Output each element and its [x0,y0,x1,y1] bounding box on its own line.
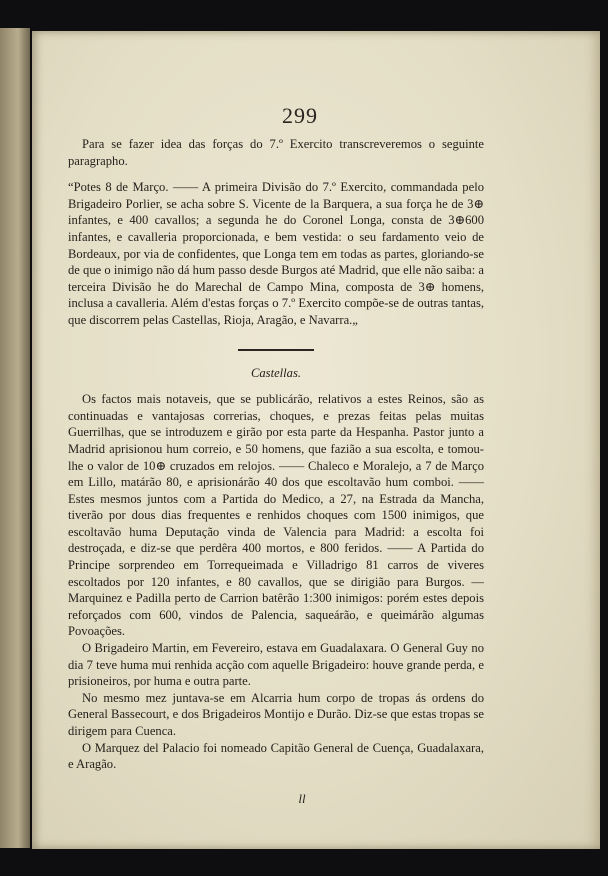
page-body [68,136,484,773]
paragraph: No mesmo mez juntava-se em Alcarria hum corpo de tropas ás ordens do General Bassecourt, e dos Brigadeiros Montijo e Durão. Diz-se que estas tropas se dirigem para Cuenca. [68,690,484,738]
previous-page-edge [0,28,30,848]
book-page [32,31,600,849]
intro-paragraph: Para se fazer idea das forças do 7.º Exercito transcreveremos o seguinte paragrapho. [68,137,484,168]
paragraph: O Brigadeiro Martin, em Fevereiro, estava em Guadalaxara. O General Guy no dia 7 teve huma mui renhida acção com aquelle Brigadeiro: houve grande perda, e prisioneiros, por huma e outra parte. [68,641,484,689]
paragraph: O Marquez del Palacio foi nomeado Capitão General de Cuença, Guadalaxara, e Aragão. [68,740,484,772]
section-heading: Castellas. [250,365,302,380]
page-number: 299 [282,103,318,128]
signature-mark: ll [298,791,306,806]
quoted-report: “Potes 8 de Março. —— A primeira Divisão do 7.º Exercito, commandada pelo Brigadeiro Porlier, se acha sobre S. Vicente de la Barquera, a sua força he de 3⊕ infantes, e 400 cavallos; a segunda he do Coronel Longa, consta de 3⊕600 infantes, e cavalleria proporcionada, e bem vestida: o seu fardamento veio de Bordeaux, por via de confidentes, que Longa tem em todas as partes, gloriando-se de que o inimigo não dá hum passo desde Burgos até Madrid, que elle não saiba: a terceira Divisão he do Marechal de Campo Mina, composta de 3⊕ homens, inclusa a cavalleria. Além d'estas forças o 7.º Exercito compõe-se de outras tantas, que discorrem pelas Castellas, Rioja, Aragão, e Navarra.„ [68,180,484,327]
paragraph: Os factos mais notaveis, que se publicárão, relativos a estes Reinos, são as continuadas e vantajosas correrias, choques, e prezas feitas pelas muitas Guerrilhas, que se introduzem e girão por esta parte da Hespanha. Pastor junto a Madrid aprisionou hum correio, e 50 homens, que fazião a sua escolta, e tomou-lhe o valor de 10⊕ cruzados em relojos. —— Chaleco e Moralejo, a 7 de Março em Lillo, matárão 80, e aprisionárão 40 dos que escoltavão hum comboi. —— Estes mesmos juntos com a Partida do Medico, a 27, na Estrada da Mancha, tiverão por dous dias frequentes e renhidos choques com 1500 inimigos, que escoltavão huma Deputação vinda de Valencia para Madrid: a escolta foi destroçada, e diz-se que perdêra 400 mortos, e 800 feridos. —— A Partida do Principe sorprendeo em Torrequeimada e Villadrigo 81 carros de viveres escoltados por 120 infantes, e 80 cavallos, que se dirigião para Burgos. — Marquinez e Padilla perto de Carrion batêrão 1:300 inimigos: porém estes depois reforçados com 600, vindos de Palencia, saqueárão, e queimárão algumas Povoações. [68,392,484,639]
section-divider [238,349,314,351]
